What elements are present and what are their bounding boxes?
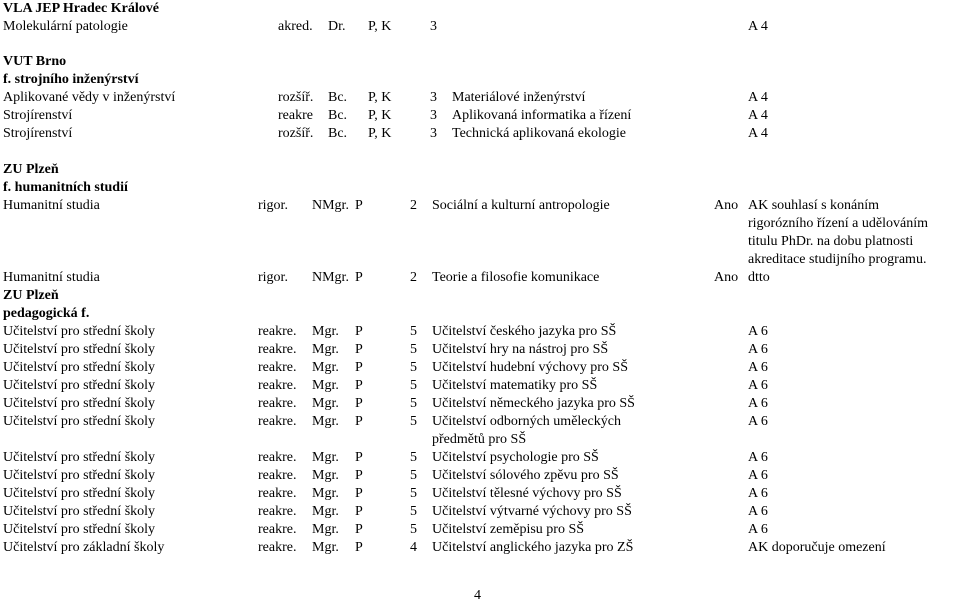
program-cell: Učitelství zeměpisu pro SŠ <box>432 522 585 537</box>
years-cell: 4 <box>410 540 417 555</box>
decision-cell: A 6 <box>748 504 768 519</box>
field-cell: Učitelství pro střední školy <box>3 378 156 393</box>
degree-cell: reakre. <box>258 468 297 483</box>
program-cell: Materiálové inženýrství <box>452 90 586 105</box>
program-cell: předmětů pro SŠ <box>432 432 527 447</box>
program-cell: Teorie a filosofie komunikace <box>432 270 600 285</box>
decision-cell: A 6 <box>748 342 768 357</box>
table-row <box>0 377 960 395</box>
program-cell: Učitelství anglického jazyka pro ZŠ <box>432 540 634 555</box>
title-cell: Mgr. <box>312 450 339 465</box>
note-line: AK souhlasí s konáním <box>748 198 880 213</box>
field-cell: Učitelství pro střední školy <box>3 324 156 339</box>
field-cell: Učitelství pro střední školy <box>3 414 156 429</box>
years-cell: 5 <box>410 414 417 429</box>
field-cell: Učitelství pro střední školy <box>3 486 156 501</box>
form-cell: P <box>355 324 363 339</box>
decision-cell: A 4 <box>748 108 768 123</box>
form-cell: P <box>355 504 363 519</box>
field-cell: Strojírenství <box>3 126 73 141</box>
program-cell: Technická aplikovaná ekologie <box>452 126 626 141</box>
title-cell: Mgr. <box>312 324 339 339</box>
title-cell: Mgr. <box>312 486 339 501</box>
note-line: akreditace studijního programu. <box>748 252 927 267</box>
form-cell: P <box>355 270 363 285</box>
program-cell: Sociální a kulturní antropologie <box>432 198 610 213</box>
table-row <box>0 539 960 557</box>
form-cell: P, K <box>368 90 392 105</box>
degree-cell: reakre. <box>258 522 297 537</box>
degree-cell: reakre <box>278 108 313 123</box>
table-row <box>0 467 960 485</box>
title-cell: Mgr. <box>312 504 339 519</box>
section-heading: ZU Plzeň <box>3 162 59 177</box>
years-cell: 3 <box>430 108 437 123</box>
table-row <box>0 395 960 413</box>
decision-cell: A 6 <box>748 522 768 537</box>
section-subheading: pedagogická f. <box>3 306 90 321</box>
years-cell: 5 <box>410 450 417 465</box>
section-subheading: f. humanitních studií <box>3 180 128 195</box>
degree-cell: akred. <box>278 19 313 34</box>
table-row <box>0 413 960 431</box>
title-cell: Mgr. <box>312 468 339 483</box>
form-cell: P <box>355 522 363 537</box>
program-cell: Učitelství tělesné výchovy pro SŠ <box>432 486 622 501</box>
degree-cell: reakre. <box>258 360 297 375</box>
program-cell: Učitelství matematiky pro SŠ <box>432 378 598 393</box>
program-cell: Učitelství českého jazyka pro SŠ <box>432 324 617 339</box>
decision-cell: A 6 <box>748 360 768 375</box>
years-cell: 3 <box>430 126 437 141</box>
field-cell: Učitelství pro střední školy <box>3 342 156 357</box>
field-cell: Učitelství pro střední školy <box>3 450 156 465</box>
years-cell: 5 <box>410 324 417 339</box>
field-cell: Učitelství pro střední školy <box>3 468 156 483</box>
field-cell: Učitelství pro střední školy <box>3 504 156 519</box>
degree-cell: reakre. <box>258 342 297 357</box>
decision-cell: Ano <box>714 198 739 213</box>
decision-cell: Ano <box>714 270 739 285</box>
section-heading: ZU Plzeň <box>3 288 59 303</box>
program-cell: Učitelství hry na nástroj pro SŠ <box>432 342 609 357</box>
form-cell: P <box>355 486 363 501</box>
program-cell: Učitelství hudební výchovy pro SŠ <box>432 360 628 375</box>
decision-cell: A 6 <box>748 414 768 429</box>
program-cell: Aplikovaná informatika a řízení <box>452 108 632 123</box>
title-cell: Mgr. <box>312 540 339 555</box>
program-cell: Učitelství německého jazyka pro SŠ <box>432 396 635 411</box>
decision-cell: AK doporučuje omezení <box>748 540 886 555</box>
form-cell: P, K <box>368 126 392 141</box>
form-cell: P <box>355 198 363 213</box>
degree-cell: reakre. <box>258 414 297 429</box>
program-cell: Učitelství výtvarné výchovy pro SŠ <box>432 504 632 519</box>
degree-cell: reakre. <box>258 540 297 555</box>
table-row <box>0 485 960 503</box>
form-cell: P <box>355 450 363 465</box>
form-cell: P <box>355 342 363 357</box>
degree-cell: reakre. <box>258 450 297 465</box>
decision-cell: A 4 <box>748 19 768 34</box>
title-cell: Dr. <box>328 19 346 34</box>
form-cell: P <box>355 468 363 483</box>
form-cell: P <box>355 378 363 393</box>
degree-cell: reakre. <box>258 396 297 411</box>
section-heading: VUT Brno <box>3 54 67 69</box>
table-row <box>0 89 960 107</box>
degree-cell: reakre. <box>258 378 297 393</box>
table-row <box>0 107 960 125</box>
decision-cell: A 6 <box>748 468 768 483</box>
degree-cell: reakre. <box>258 504 297 519</box>
field-cell: Učitelství pro střední školy <box>3 396 156 411</box>
table-row <box>0 449 960 467</box>
table-row <box>0 341 960 359</box>
table-row <box>0 323 960 341</box>
form-cell: P, K <box>368 19 392 34</box>
program-cell: Učitelství sólového zpěvu pro SŠ <box>432 468 619 483</box>
table-row-continuation <box>0 431 960 449</box>
program-cell: Učitelství odborných uměleckých <box>432 414 621 429</box>
title-cell: Mgr. <box>312 414 339 429</box>
years-cell: 5 <box>410 396 417 411</box>
page-number: 4 <box>474 588 481 603</box>
table-row <box>0 18 960 36</box>
form-cell: P, K <box>368 108 392 123</box>
table-row <box>0 125 960 143</box>
table-row <box>0 503 960 521</box>
years-cell: 5 <box>410 504 417 519</box>
title-cell: Mgr. <box>312 342 339 357</box>
form-cell: P <box>355 396 363 411</box>
degree-cell: rozšíř. <box>278 126 314 141</box>
field-cell: Strojírenství <box>3 108 73 123</box>
table-row <box>0 359 960 377</box>
degree-cell: rigor. <box>258 270 288 285</box>
title-cell: Mgr. <box>312 522 339 537</box>
note-line: rigorózního řízení a udělováním <box>748 216 928 231</box>
decision-cell: A 6 <box>748 486 768 501</box>
years-cell: 2 <box>410 198 417 213</box>
degree-cell: rigor. <box>258 198 288 213</box>
field-cell: Učitelství pro základní školy <box>3 540 165 555</box>
title-cell: Mgr. <box>312 378 339 393</box>
table-row <box>0 269 960 287</box>
title-cell: Bc. <box>328 108 348 123</box>
degree-cell: reakre. <box>258 324 297 339</box>
years-cell: 5 <box>410 360 417 375</box>
title-cell: Mgr. <box>312 360 339 375</box>
years-cell: 3 <box>430 90 437 105</box>
title-cell: Mgr. <box>312 396 339 411</box>
title-cell: NMgr. <box>312 270 349 285</box>
years-cell: 5 <box>410 342 417 357</box>
years-cell: 3 <box>430 19 437 34</box>
note-line: titulu PhDr. na dobu platnosti <box>748 234 914 249</box>
field-cell: Molekulární patologie <box>3 19 128 34</box>
field-cell: Humanitní studia <box>3 198 100 213</box>
field-cell: Učitelství pro střední školy <box>3 360 156 375</box>
field-cell: Humanitní studia <box>3 270 100 285</box>
form-cell: P <box>355 360 363 375</box>
note-cell: dtto <box>748 270 770 285</box>
years-cell: 5 <box>410 486 417 501</box>
title-cell: Bc. <box>328 126 348 141</box>
decision-cell: A 6 <box>748 396 768 411</box>
degree-cell: reakre. <box>258 486 297 501</box>
years-cell: 2 <box>410 270 417 285</box>
section-subheading: f. strojního inženýrství <box>3 72 139 87</box>
form-cell: P <box>355 414 363 429</box>
field-cell: Aplikované vědy v inženýrství <box>3 90 176 105</box>
decision-cell: A 6 <box>748 324 768 339</box>
decision-cell: A 4 <box>748 126 768 141</box>
decision-cell: A 4 <box>748 90 768 105</box>
program-cell: Učitelství psychologie pro SŠ <box>432 450 599 465</box>
table-row <box>0 521 960 539</box>
form-cell: P <box>355 540 363 555</box>
years-cell: 5 <box>410 468 417 483</box>
decision-cell: A 6 <box>748 450 768 465</box>
years-cell: 5 <box>410 378 417 393</box>
section-heading: VLA JEP Hradec Králové <box>3 1 159 16</box>
decision-cell: A 6 <box>748 378 768 393</box>
years-cell: 5 <box>410 522 417 537</box>
field-cell: Učitelství pro střední školy <box>3 522 156 537</box>
title-cell: NMgr. <box>312 198 349 213</box>
title-cell: Bc. <box>328 90 348 105</box>
degree-cell: rozšíř. <box>278 90 314 105</box>
